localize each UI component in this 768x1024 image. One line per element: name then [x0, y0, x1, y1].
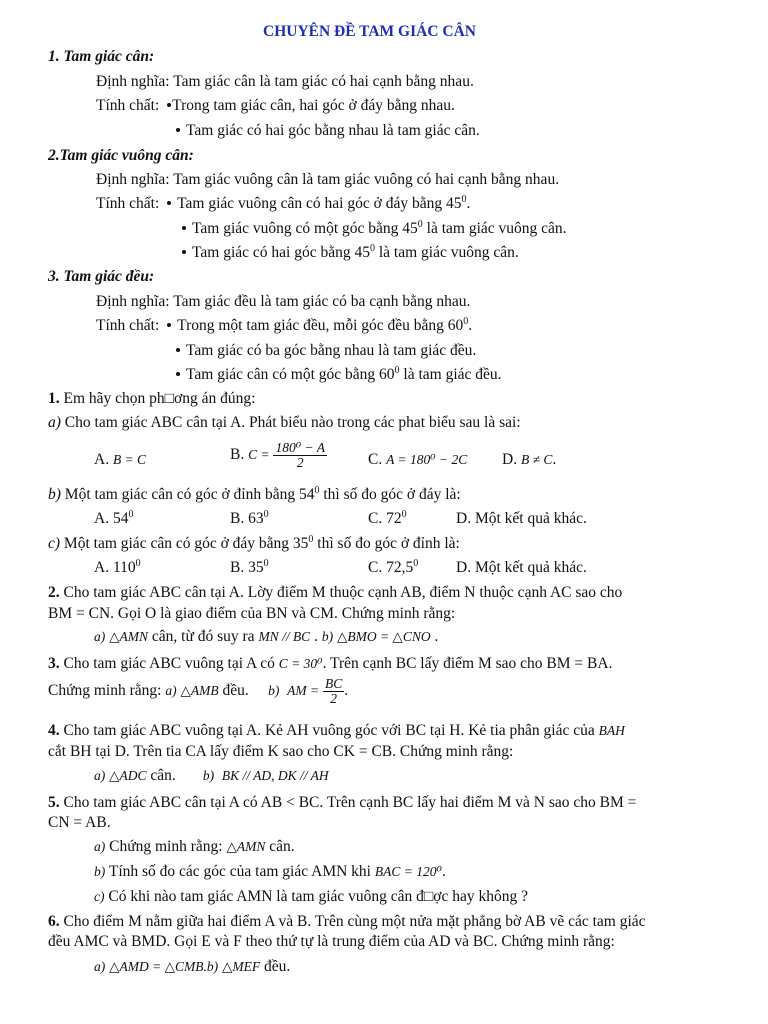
property-text: Tam giác cân có một góc bằng 60	[186, 366, 395, 383]
question-number: 1.	[48, 390, 60, 407]
degree-sign: 0	[128, 509, 134, 520]
part-formula: △MEF	[222, 959, 261, 974]
part-formula: BK // AD, DK // AH	[221, 768, 329, 783]
fraction-numerator: BC	[324, 675, 343, 691]
part-formula: △AMD = △CMB	[109, 959, 204, 974]
option-text: C. 72	[368, 510, 402, 527]
question-formula: BAH	[598, 723, 625, 738]
question-2-line-1	[48, 583, 622, 603]
part-label: c)	[94, 889, 105, 904]
bullet-icon	[176, 372, 180, 376]
part-text: Một tam giác cân có góc ở đỉnh bằng 54	[60, 486, 315, 503]
option-letter: A.	[94, 451, 110, 468]
part-text: .	[310, 628, 322, 645]
property-text: Trong tam giác cân, hai góc ở đáy bằng nhau.	[172, 97, 455, 114]
part-formula: △BMO = △CNO	[336, 629, 431, 644]
option-1c-A	[94, 558, 141, 578]
part-text: cân.	[265, 838, 295, 855]
part-formula: BAC = 120⁰	[374, 864, 442, 879]
question-1c	[48, 534, 460, 554]
property-text-tail: là tam giác vuông cân.	[374, 244, 519, 261]
question-6-line-1	[48, 912, 646, 932]
option-1c-B	[230, 558, 269, 578]
question-5-line-2: CN = AB.	[48, 814, 111, 831]
question-3-line-1	[48, 654, 612, 674]
section-2-property-3	[182, 243, 519, 263]
question-number: 4.	[48, 722, 60, 739]
question-4-line-1	[48, 721, 625, 741]
part-label: a)	[94, 959, 106, 974]
part-label: a)	[94, 629, 106, 644]
part-text: Có khi nào tam giác AMN là tam giác vuông cân đ□ợc hay không ?	[104, 888, 528, 905]
part-text: Cho tam giác ABC cân tại A. Phát biểu nào trong các phat biểu sau là sai:	[60, 414, 521, 431]
bullet-icon	[176, 128, 180, 132]
part-text: cân.	[146, 767, 176, 784]
property-text: Trong một tam giác đều, mỗi góc đều bằng 60	[177, 317, 464, 334]
property-text-tail: là tam giác vuông cân.	[422, 220, 567, 237]
section-3-heading: 3. Tam giác đều:	[48, 268, 155, 285]
part-label: a)	[48, 414, 61, 431]
section-2-property-2	[182, 219, 567, 239]
fraction	[273, 441, 327, 470]
degree-sign: 0	[369, 243, 375, 254]
degree-sign: 0	[263, 558, 269, 569]
part-text: cân, từ đó suy ra	[148, 628, 259, 645]
fraction-denominator: 2	[296, 454, 304, 470]
bullet-icon	[167, 201, 171, 205]
page-title: CHUYÊN ĐỀ TAM GIÁC CÂN	[263, 23, 476, 40]
question-text: Cho tam giác ABC vuông tại A. Kẻ AH vuông góc với BC tại H. Kẻ tia phân giác của	[59, 722, 599, 739]
option-text: D. Một kết quả khác.	[456, 559, 587, 576]
part-label: a)	[165, 683, 177, 698]
degree-sign: 0	[308, 534, 314, 545]
bullet-icon	[167, 103, 171, 107]
option-text: C. 72,5	[368, 559, 414, 576]
option-1a-C	[368, 450, 467, 470]
part-formula: △AMN	[109, 629, 149, 644]
bullet-icon	[182, 250, 186, 254]
part-formula: △AMB	[180, 683, 219, 698]
degree-sign: 0	[314, 485, 320, 496]
option-formula: B = C	[112, 452, 147, 467]
property-label: Tính chất:	[96, 195, 160, 212]
part-text: Một tam giác cân có góc ở đáy bằng 35	[60, 535, 309, 552]
question-1	[48, 389, 255, 409]
property-text: Tam giác vuông cân có hai góc ở đáy bằng 45	[177, 195, 462, 212]
part-label: b)	[202, 768, 215, 783]
part-text: đều.	[260, 958, 291, 975]
option-formula: C =	[248, 447, 270, 462]
question-4-parts	[94, 766, 329, 786]
section-3-definition: Định nghĩa: Tam giác đều là tam giác có ba cạnh bằng nhau.	[96, 293, 471, 310]
degree-sign: 0	[394, 365, 400, 376]
question-6-line-2: đều AMC và BMD. Gọi E và F theo thứ tự là trung điểm của AD và BC. Chứng minh rằng:	[48, 933, 615, 950]
degree-sign: 0	[135, 558, 141, 569]
option-1a-D: D. B ≠ C.	[502, 451, 557, 468]
option-letter: B.	[230, 446, 245, 463]
question-4-line-2: cắt BH tại D. Trên tia CA lấy điểm K sao cho CK = CB. Chứng minh rằng:	[48, 743, 514, 760]
part-text: Chứng minh rằng:	[105, 838, 227, 855]
property-text-tail: là tam giác đều.	[399, 366, 502, 383]
degree-sign: 0	[417, 219, 423, 230]
option-1a-B	[230, 438, 327, 472]
property-label: Tính chất:	[96, 317, 160, 334]
option-letter: D.	[502, 451, 518, 468]
property-text: Tam giác có hai góc bằng nhau là tam giác cân.	[186, 122, 480, 139]
question-5-line-1	[48, 793, 636, 813]
option-text: B. 63	[230, 510, 264, 527]
property-label: Tính chất:	[96, 97, 160, 114]
option-1a-A	[94, 450, 146, 470]
fraction	[323, 677, 344, 706]
part-label: a)	[94, 768, 106, 783]
part-label: b)	[321, 629, 334, 644]
question-1b	[48, 485, 461, 505]
part-label: b)	[268, 683, 280, 698]
property-text: Tam giác vuông có một góc bằng 45	[192, 220, 418, 237]
question-text: Cho tam giác ABC cân tại A. Lờy điểm M thuộc cạnh AB, điểm N thuộc cạnh AC sao cho	[59, 584, 623, 601]
part-formula: △ADC	[109, 768, 147, 783]
option-1b-D	[456, 509, 587, 529]
fraction-denominator: 2	[330, 690, 337, 706]
part-formula: △AMN	[226, 839, 266, 854]
question-5b: b) Tính số đo các góc của tam giác AMN khi BAC = 120⁰.	[94, 863, 446, 880]
question-number: 6.	[48, 913, 60, 930]
property-text: Tam giác có hai góc bằng 45	[192, 244, 370, 261]
question-3-line-2: Chứng minh rằng: a) △AMB đều. b) AM = $\frac{BC}{2}$ .	[48, 675, 349, 706]
degree-sign: 0	[401, 509, 407, 520]
option-1c-C	[368, 558, 418, 578]
section-2-definition: Định nghĩa: Tam giác vuông cân là tam giác vuông có hai cạnh bằng nhau.	[96, 171, 560, 188]
degree-sign: 0	[461, 194, 467, 205]
question-formula: C = 30⁰	[278, 656, 323, 671]
bullet-icon	[182, 226, 186, 230]
question-1a	[48, 413, 521, 433]
part-formula: MN // BC	[258, 629, 311, 644]
section-1-heading: 1. Tam giác cân:	[48, 48, 155, 65]
question-2-line-2: BM = CN. Gọi O là giao điểm của BN và CM. Chứng minh rằng:	[48, 605, 456, 622]
question-2-parts: a) △AMN cân, từ đó suy ra MN // BC . b) △BMO = △CNO .	[94, 628, 439, 645]
part-label: b)	[48, 486, 61, 503]
degree-sign: 0	[263, 509, 269, 520]
option-letter: C.	[368, 451, 383, 468]
option-text: B. 35	[230, 559, 264, 576]
part-text: đều.	[218, 682, 249, 699]
option-1b-B	[230, 509, 269, 529]
degree-sign: 0	[463, 316, 469, 327]
question-text: Em hãy chọn ph□ơng án đúng:	[59, 390, 256, 407]
part-text: Tính số đo các góc của tam giác AMN khi	[105, 863, 375, 880]
part-formula: AM =	[287, 683, 320, 698]
option-text: A. 54	[94, 510, 129, 527]
question-text: Cho tam giác ABC vuông tại A có	[59, 655, 279, 672]
section-3-property-2	[176, 341, 476, 361]
property-text: Tam giác có ba góc bằng nhau là tam giác đều.	[186, 342, 477, 359]
option-text: A. 110	[94, 559, 136, 576]
option-formula: B ≠ C	[520, 452, 553, 467]
part-label: b)	[94, 864, 106, 879]
section-2-heading: 2.Tam giác vuông cân:	[48, 147, 194, 164]
question-text: Cho điểm M nằm giữa hai điểm A và B. Trên cùng một nửa mặt phẳng bờ AB vẽ các tam giác	[59, 913, 646, 930]
question-text: Cho tam giác ABC cân tại A có AB < BC. Trên cạnh BC lấy hai điểm M và N sao cho BM =	[59, 794, 637, 811]
bullet-icon	[167, 323, 171, 327]
part-label: .b)	[203, 959, 219, 974]
question-text: Chứng minh rằng:	[48, 682, 166, 699]
question-number: 2.	[48, 584, 60, 601]
part-label: c)	[48, 535, 61, 552]
part-text-tail: thì số đo góc ở đáy là:	[319, 486, 461, 503]
option-formula: A = 180⁰ − 2C	[386, 452, 468, 467]
option-text: D. Một kết quả khác.	[456, 510, 587, 527]
section-3-property-1: Tính chất: Trong một tam giác đều, mỗi góc đều bằng $60^0$.	[96, 316, 473, 334]
section-1-property-1	[96, 96, 455, 116]
question-6-parts	[94, 957, 290, 977]
section-1-property-2	[176, 121, 480, 141]
degree-sign: 0	[413, 558, 419, 569]
question-text-tail: . Trên cạnh BC lấy điểm M sao cho BM = BA.	[322, 655, 613, 672]
section-3-property-3	[176, 365, 502, 385]
option-1c-D	[456, 558, 587, 578]
question-number: 3.	[48, 655, 60, 672]
question-5c	[94, 887, 528, 907]
fraction-numerator: 180⁰ − A	[275, 439, 325, 455]
option-1b-C	[368, 509, 407, 529]
part-label: a)	[94, 839, 106, 854]
part-text-tail: thì số đo góc ở đỉnh là:	[313, 535, 460, 552]
section-2-property-1: Tính chất: Tam giác vuông cân có hai góc ở đáy bằng $45^0$.	[96, 194, 471, 212]
option-1b-A	[94, 509, 133, 529]
section-1-definition: Định nghĩa: Tam giác cân là tam giác có hai cạnh bằng nhau.	[96, 73, 474, 90]
bullet-icon	[176, 348, 180, 352]
question-number: 5.	[48, 794, 60, 811]
question-5a	[94, 837, 295, 857]
